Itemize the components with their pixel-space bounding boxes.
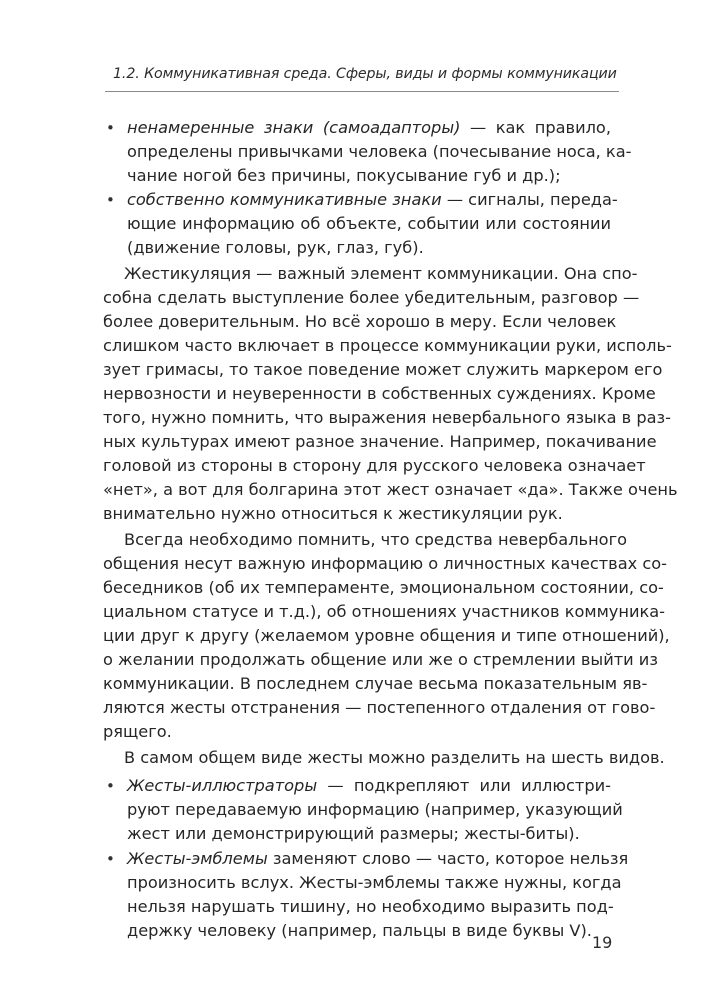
text-line: (движение головы, рук, глаз, губ).	[127, 238, 424, 257]
text-line: ных культурах имеют разное значение. Например, покачивание	[103, 432, 657, 451]
text-line: ляются жесты отстранения — постепенного отдаления от гово-	[103, 698, 656, 717]
text-line	[127, 116, 611, 140]
bullet-marker	[106, 188, 114, 196]
text-line: циальном статусе и т.д.), об отношениях участников коммуника-	[103, 602, 666, 621]
page-number: 19	[592, 933, 613, 952]
text-line: нельзя нарушать тишину, но необходимо выразить под-	[127, 897, 614, 916]
text-line: беседников (об их темпераменте, эмоциональном состоянии, со-	[103, 578, 664, 597]
text-line: более доверительным. Но всё хорошо в меру. Если человек	[103, 312, 617, 331]
text-run: — сигналы, переда-	[441, 190, 618, 209]
text-line: общения несут важную информацию о личностных качествах со-	[103, 554, 667, 573]
text-line: головой из стороны в сторону для русского человека означает	[103, 456, 646, 475]
text-run: — как правило,	[460, 118, 611, 137]
paragraph-six-types: В самом общем виде жесты можно разделить на шесть видов.	[124, 748, 665, 767]
text-line: внимательно нужно относиться к жестикуляции рук.	[103, 504, 563, 523]
italic-term: Жесты-иллюстраторы	[127, 776, 318, 795]
bullet-marker	[106, 847, 114, 855]
text-line: слишком часто включает в процессе коммуникации руки, исполь-	[103, 336, 672, 355]
text-line: собна сделать выступление более убедительным, разговор —	[103, 288, 640, 307]
text-line: произносить вслух. Жесты-эмблемы также нужны, когда	[127, 873, 622, 892]
text-line: рящего.	[103, 722, 172, 741]
text-line: руют передаваемую информацию (например, указующий	[127, 800, 623, 819]
text-line: чание ногой без причины, покусывание губ и др.);	[127, 166, 561, 185]
text-line	[127, 774, 611, 798]
bullet-marker	[106, 116, 114, 124]
text-line: держку человеку (например, пальцы в виде буквы V).	[127, 921, 592, 940]
italic-term: ненамеренные знаки (самоадапторы)	[127, 118, 461, 137]
text-line: нервозности и неуверенности в собственных суждениях. Кроме	[103, 384, 656, 403]
text-line	[127, 847, 629, 871]
text-line	[127, 188, 618, 212]
text-line: жест или демонстрирующий размеры; жесты-биты).	[127, 824, 580, 843]
text-line: зует гримасы, то такое поведение может служить маркером его	[103, 360, 663, 379]
text-line: того, нужно помнить, что выражения невербального языка в раз-	[103, 408, 672, 427]
italic-term: Жесты-эмблемы	[127, 849, 268, 868]
text-line: о желании продолжать общение или же о стремлении выйти из	[103, 650, 658, 669]
text-line: Жестикуляция — важный элемент коммуникации. Она спо-	[124, 264, 638, 283]
running-title: 1.2. Коммуникативная среда. Сферы, виды и формы коммуникации	[113, 66, 617, 82]
bullet-marker	[106, 774, 114, 782]
italic-term: собственно коммуникативные знаки	[127, 190, 442, 209]
text-run: — подкрепляют или иллюстри-	[317, 776, 611, 795]
text-line: ции друг к другу (желаемом уровне общения и типе отношений),	[103, 626, 670, 645]
header-rule	[105, 91, 619, 92]
text-line: определены привычками человека (почесывание носа, ка-	[127, 142, 632, 161]
text-run: заменяют слово — часто, которое нельзя	[267, 849, 629, 868]
text-line: ющие информацию об объекте, событии или состоянии	[127, 214, 611, 233]
text-line: коммуникации. В последнем случае весьма показательным яв-	[103, 674, 648, 693]
text-line: Всегда необходимо помнить, что средства невербального	[124, 530, 627, 549]
text-line: «нет», а вот для болгарина этот жест означает «да». Также очень	[103, 480, 678, 499]
